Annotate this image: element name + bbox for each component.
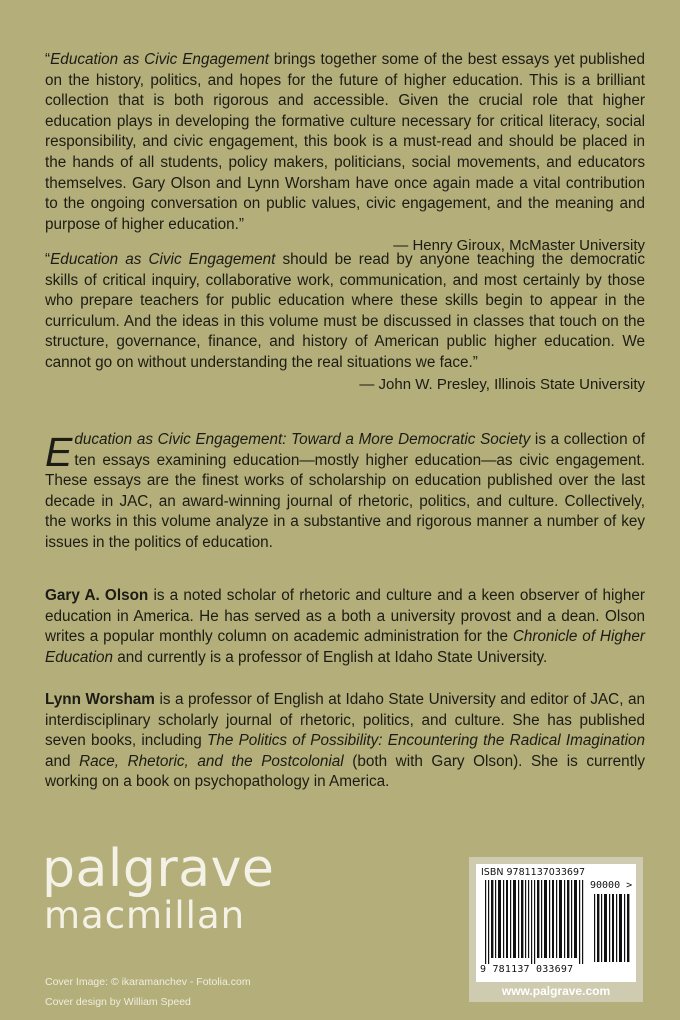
book-title: Education as Civic Engagement [50, 51, 269, 68]
bio-worsham: Lynn Worsham is a professor of English at Idaho State University and editor of JAC, an interdisciplinary scholarly journal of rhetoric, politics, and culture. She has published seven books, including The Politics of Possibility: Encountering the Radical Imagination and Race, Rhetoric, and the Postcolonial (both with Gary Olson). She is currently working on a book on psychopathology in America. [45, 691, 646, 791]
palgrave-macmillan-logo [42, 839, 275, 937]
quote-giroux-attribution: — Henry Giroux, McMaster University [393, 237, 645, 255]
quote-giroux [45, 50, 645, 257]
cover-credits [45, 972, 251, 1012]
book-title: Education as Civic Engagement [50, 251, 276, 268]
barcode-digits: 9 781137 033697 [480, 964, 574, 975]
quote-presley-text: “Education as Civic Engagement should be read by anyone teaching the democratic skills of critical inquiry, collaborative work, communication, and most certainly by those who prepare teachers for public education where these skills begin to appear in the curriculum. And the ideas in this volume must be discussed in classes that touch on the structure, governance, finance, and history of American public higher education. We cannot go on without understanding the real situations we face.” [45, 251, 645, 371]
drop-cap: E [45, 429, 73, 475]
quote-giroux-text: “Education as Civic Engagement brings together some of the best essays yet published on the history, politics, and hopes for the future of higher education. This is a brilliant collection that is both rigorous and accessible. Given the crucial role that higher education plays in developing the formative culture necessary for critical literacy, social responsibility, and civic engagement, this book is a must-read and should be placed in the hands of all students, policy makers, politicians, social movements, and educators themselves. Gary Olson and Lynn Worsham have once again made a vital contribution to the ongoing conversation on public values, civic engagement, and the meaning and purpose of higher education.” [45, 51, 645, 233]
addon-barcode-icon [593, 894, 631, 962]
quote-presley-attribution: — John W. Presley, Illinois State University [359, 375, 645, 393]
cover-design-credit: Cover design by William Speed [45, 996, 191, 1008]
barcode-panel [476, 864, 636, 982]
website-link[interactable]: www.palgrave.com [501, 984, 611, 998]
book-description: Education as Civic Engagement: Toward a More Democratic Society is a collection of ten essays examining education—mostly higher education—as civic engagement. These essays are the finest works of scholarship on education published over the last decade in JAC, an award-winning journal of rhetoric, politics, and culture. Collectively, the works in this volume analyze in a substantive and rigorous manner a number of key issues in the politics of education. [45, 429, 645, 551]
book-full-title: ducation as Civic Engagement: Toward a More Democratic Society [74, 431, 531, 448]
isbn-label: ISBN 9781137033697 [481, 867, 586, 878]
logo-line-palgrave: palgrave [42, 839, 275, 899]
barcode-icon [483, 880, 587, 964]
author-name: Lynn Worsham [45, 691, 155, 708]
bio-olson: Gary A. Olson is a noted scholar of rhetoric and culture and a keen observer of higher education in America. He has served as a both a university provost and a dean. Olson writes a popular monthly column on academic administration for the Chronicle of Higher Education and currently is a professor of English at Idaho State University. [45, 587, 645, 666]
price-code: 90000 > [590, 880, 633, 891]
logo-line-macmillan: macmillan [44, 894, 246, 937]
cover-image-credit: Cover Image: © ikaramanchev - Fotolia.com [45, 976, 251, 988]
quote-presley [45, 250, 645, 395]
isbn-barcode-box [469, 857, 643, 1002]
author-name: Gary A. Olson [45, 587, 149, 604]
